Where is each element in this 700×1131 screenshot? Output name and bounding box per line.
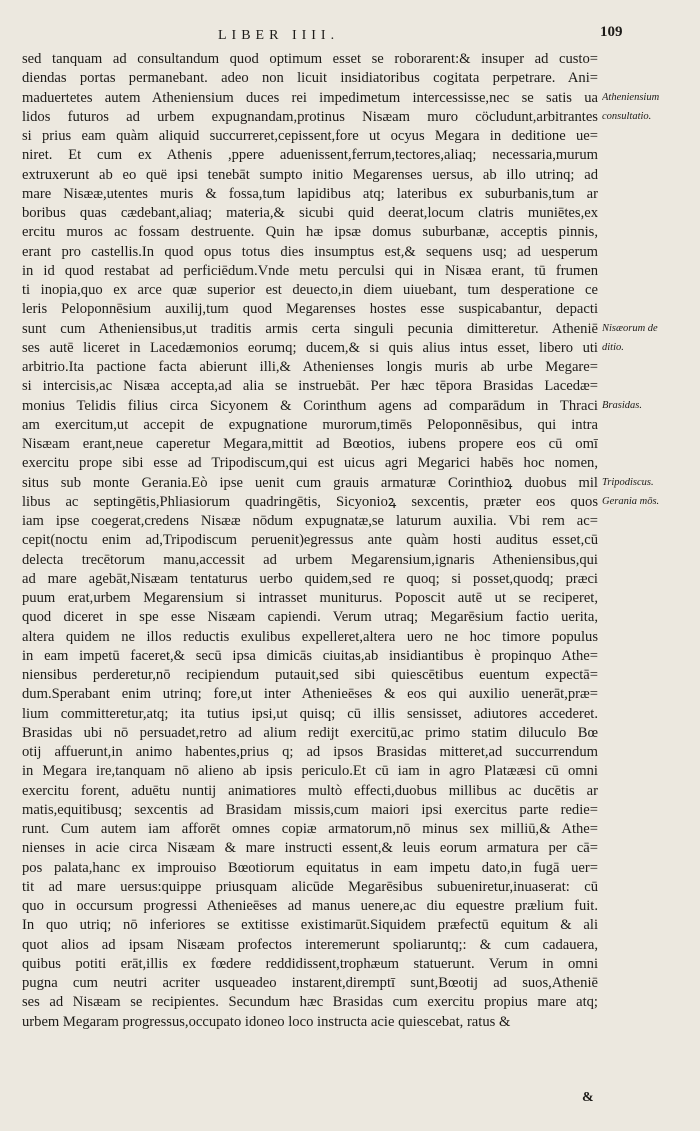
text-line: boribus quas cædebant,aliaq; materia,& sicubi quid deerat,locum clatris muniētes,ex (22, 205, 598, 221)
margin-note: ditio. (602, 341, 624, 353)
text-line: lidos futuros ad urbem expugnandam,protinus Nisæam muro cöcludunt,arbitrantes (22, 108, 598, 125)
text-line: quibus potiti erāt,illis ex fœdere reddidissent,trophæum statuerunt. Verum in omni (22, 955, 598, 972)
text-line: in id quod restabat ad perficiēdum.Vnde metu perculsi qui in Nisæa erant, tū frumen (22, 262, 598, 279)
text-line: runt. Cum autem iam afforēt omnes copiæ armatorum,nō minus sex milliū,& Athe= (22, 821, 598, 837)
text-line: pugna cum neutri acriter usqueadeo instarent,diremptī sunt,Bœotij ad suos,Atheniē (22, 975, 598, 991)
text-line: matis,equitibusq; sexcentis ad Brasidam missis,cum maiori ipsi exercitus parte redie= (22, 801, 598, 818)
text-line: nienses in acie circa Nisæam & mare instructi essent,& leuis eorum armatura per cā= (22, 840, 598, 857)
text-line: si prius eam quàm aliquid succurreret,cepissent,fore ut ocyus Megara in deditione ue= (22, 128, 598, 144)
text-line: monius Telidis filius circa Sicyonem & Corinthum agens ad comparādum in Thraci (22, 397, 598, 414)
text-line: libus ac septingētis,Phliasiorum quadringētis, Sicyonioꝝ sexcentis, præter eos quos (22, 493, 598, 510)
text-line: erant pro castellis.In quod opus totus dies insumptus est,& sequens usq; ad uesperum (22, 243, 598, 260)
text-line: otij affuerunt,in animo habentes,prius q; ad ipsos Brasidas mitteret,ad succurrendum (22, 744, 598, 760)
page-number: 109 (600, 24, 623, 40)
text-line: arbitrio.Ita pactione facta abierunt illi,& Athenienses longis muris ab urbe Megare= (22, 359, 598, 375)
running-head: LIBER IIII. (218, 28, 340, 43)
text-line: ercitu muros ac fossam destruente. Quin hæ ipsæ domus suburbanæ, acceptis pinnis, (22, 224, 598, 241)
text-line: am exercitum,ut accepit de expugnatione murorum,timēs Peloponnēsibus, qui intra (22, 416, 598, 433)
text-line: iam ipse coegerat,credens Nisææ nōdum expugnatæ,se laturum auxilia. Vbi rem ac= (22, 513, 598, 529)
text-line: altera quidem ne illos reductis exulibus expelleret,altera uero ne hoc timore populus (22, 628, 598, 645)
text-line: niret. Et cum ex Athenis ,ppere aduenissent,ferrum,tectores,aliaq; necessaria,murum (22, 147, 598, 164)
text-line: puum erat,urbem Megarensium si intrasset muniturus. Poposcit autē ut se reciperet, (22, 590, 598, 606)
text-line: maduertetes autem Atheniensium duces rei impedimetum intercessisse,nec se satis ua (22, 89, 598, 106)
margin-note: Brasidas. (602, 399, 642, 411)
text-line: diendas portas permanebant. adeo non licuit insidiatoribus cogitata perpetrare. Ani= (22, 70, 598, 87)
text-line: niensibus perderetur,nō recipiendum putauit,sed sibi quiescētibus euentum expectā= (22, 667, 598, 683)
text-line: tit ad mare uersus:quippe priusquam alicūde Megarēsibus subueniretur,inuaserat: cū (22, 878, 598, 895)
text-line: sunt cum Atheniensibus,ut traditis armis certa singuli pecunia dimitteretur. Atheniē (22, 320, 598, 337)
text-line: ti inopia,quo ex arce quæ superior est deuecto,in diem uiuebant, tum desperatione ce (22, 282, 598, 298)
margin-note: Gerania mōs. (602, 495, 660, 507)
text-line: ses ad Nisæam se recipientes. Secundum hæc Brasidas cum exercitu propius mare atq; (22, 994, 598, 1011)
text-line: exercitu forent, aduētu nuntij animatiores multò effecti,duobus millibus ac ducētis ar (22, 782, 598, 799)
text-line: mare Nisææ,utentes muris & fossa,tum lapidibus atq; lateribus ex suburbanis,tum ar (22, 185, 598, 202)
text-line: quod diceret in spe esse Nisæam capiendi. Verum utraq; Megarēsium factio uerita, (22, 609, 598, 626)
text-line: exercitu prope sibi esse ad Tripodiscum,qui est uicus agri Megarici habēs hoc nomen, (22, 455, 598, 472)
text-line: in eam impetū faceret,& secū ipsa dimicās ciuitas,ab insidiantibus è propinquo Athe= (22, 647, 598, 664)
margin-note: consultatio. (602, 110, 652, 122)
margin-note: Atheniensium (602, 91, 660, 103)
text-line: leris Peloponnēsium auxilij,tum quod Megarenses hostes esse suspicabantur, depacti (22, 301, 598, 318)
text-line: cepit(noctu enim ad,Tripodiscum peruenit)egressus ante quàm hosti auditus esset,cū (22, 532, 598, 549)
text-line: pos palata,hanc ex improuiso Bœotiorum equitatus in eam impetu dato,in fugā uer= (22, 859, 598, 876)
text-line: Brasidas ubi nō persuadet,retro ad alium redijt exercitū,ac primo statim diluculo Bœ (22, 724, 598, 741)
text-line: urbem Megaram progressus,occupato idoneo loco instructa acie quiescebat, ratus & (22, 1013, 511, 1030)
text-line: quot alios ad ipsam Nisæam profectos interemerunt spoliaruntq;: & cum cadauera, (22, 936, 598, 953)
text-line: extruxerunt ab eo quë ipsi tenebāt sumpto initio Megarenses uersus, ab illo utrinq; ad (22, 166, 598, 183)
text-line: dum.Sperabant enim utrinq; fore,ut inter Athenieēses & eos qui auxilio uenerāt,præ= (22, 686, 598, 703)
catchword: & (582, 1090, 594, 1105)
text-line: sed tanquam ad consultandum quod optimum esset se roborarent:& insuper ad custo= (22, 51, 598, 67)
text-line: lium committeretur,atq; ita tutius ipsi,ut quisq; cū illis sensisset, adiutores accederet. (22, 705, 598, 722)
text-line: Nisæam erant,neue caperetur Megara,mittit ad Bœotios, iubens propere eos cū omī (22, 436, 598, 452)
margin-note: Tripodiscus. (602, 476, 654, 488)
text-line: delecta trecētorum manu,accessit ad urbem Megarensium,ignaris Atheniensibus,qui (22, 551, 598, 568)
text-line: situs sub monte Gerania.Eò ipse uenit cum grauis armaturæ Corinthioꝝ duobus mil (22, 474, 598, 491)
text-line: ses autē liceret in Lacedæmonios eorumq; ducem,& si quis alius intus esset, libero uti (22, 339, 598, 356)
margin-note: Nisæorum de (602, 322, 658, 334)
text-line: si intercisis,ac Nisæa accepta,ad alia se instruebāt. Per hæc tēpora Brasidas Lacedæ= (22, 378, 598, 395)
text-line: In quo utriq; nō inferiores se extitisse existimarūt.Siquidem præfectū equitum & ali (22, 917, 598, 934)
text-line: in Megara ire,tanquam nō alieno ab ipsis periculo.Et cū iam in agro Platææsi cū omni (22, 763, 598, 780)
text-line: ad mare agebāt,Nisæam tentaturus uerbo quidem,sed re quoq; si posset,quodq; præci (22, 570, 598, 587)
text-line: quo in occursum progressi Athenieēses ad manus uenere,ac diu equestre prælium fuit. (22, 898, 598, 914)
